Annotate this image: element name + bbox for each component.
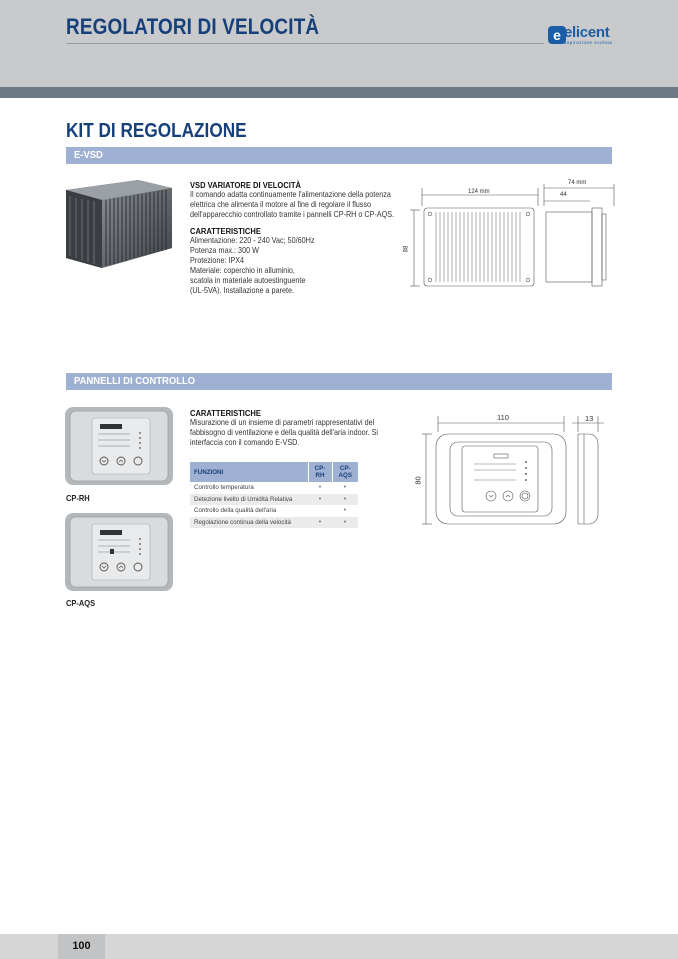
table-row — [190, 505, 358, 517]
table-cell-rh: • — [308, 517, 332, 529]
brand-logo[interactable] — [548, 24, 618, 48]
table-cell-label: Controllo temperatura — [190, 482, 308, 494]
functions-table — [190, 462, 358, 529]
cp-rh-product-image — [64, 406, 174, 486]
header-band — [0, 87, 678, 98]
evsd-description — [190, 180, 401, 296]
cp-aqs-product-image — [64, 512, 174, 592]
table-cell-label: Regolazione continua della velocità — [190, 517, 308, 529]
evsd-description-line: Il comando adatta continuamente l'alimentazione della potenza — [190, 190, 391, 199]
evsd-description-line: dell'apparecchio controllato tramite i pannelli CP-RH o CP-AQS. — [190, 210, 395, 219]
table-cell-rh — [308, 505, 332, 517]
evsd-feature: (UL-5VA). Installazione a parete. — [190, 286, 294, 295]
page-header — [0, 0, 678, 87]
page-number: 100 — [58, 934, 105, 959]
cp-aqs-caption: CP-AQS — [66, 598, 96, 608]
evsd-dim-depth: 74 mm — [568, 180, 587, 186]
logo-mark-icon: e — [548, 26, 566, 44]
logo-text: elicent — [564, 24, 610, 41]
table-cell-label: Controllo della qualità dell'aria — [190, 505, 308, 517]
panels-feature: fabbisogno di ventilazione e della qualità dell'aria indoor. Si — [190, 428, 379, 437]
panels-features-heading: CARATTERISTICHE — [190, 408, 261, 418]
section-title: KIT DI REGOLAZIONE — [66, 120, 247, 142]
table-cell-label: Detezione livello di Umidità Relativa — [190, 494, 308, 506]
table-cell-rh: • — [308, 482, 332, 494]
table-cell-aqs: • — [332, 505, 358, 517]
evsd-description-line: elettrica che alimenta il motore al fine di regolare il flusso — [190, 200, 372, 209]
table-header-funzioni: FUNZIONI — [190, 462, 308, 482]
evsd-feature: Materiale: coperchio in alluminio, — [190, 266, 295, 275]
evsd-dim-height: 88 — [403, 245, 410, 253]
evsd-features-heading: CARATTERISTICHE — [190, 226, 261, 236]
table-row — [190, 494, 358, 506]
panels-bar — [66, 373, 612, 390]
evsd-feature: scatola in materiale autoestinguente — [190, 276, 306, 285]
evsd-heading: VSD VARIATORE DI VELOCITÀ — [190, 180, 301, 190]
evsd-feature: Alimentazione: 220 - 240 Vac; 50/60Hz — [190, 236, 315, 245]
evsd-dim-width: 124 mm — [468, 189, 490, 195]
evsd-bar — [66, 147, 612, 164]
evsd-product-image — [64, 178, 176, 273]
table-cell-aqs: • — [332, 517, 358, 529]
header-rule — [66, 43, 544, 44]
logo-subtitle: aspirazione evoluta — [564, 40, 613, 45]
table-row — [190, 517, 358, 529]
table-cell-aqs: • — [332, 482, 358, 494]
panels-feature: interfaccia con il comando E-VSD. — [190, 438, 300, 447]
table-cell-rh: • — [308, 494, 332, 506]
table-header-cp-aqs: CP-AQS — [332, 462, 358, 482]
table-header-row — [190, 462, 358, 482]
panels-feature: Misurazione di un insieme di parametri rappresentativi del — [190, 418, 375, 427]
panel-dim-width: 110 — [497, 413, 509, 422]
table-row — [190, 482, 358, 494]
evsd-technical-drawing — [400, 178, 620, 294]
evsd-dim-depth-inner: 44 — [560, 192, 567, 198]
panels-bar-label: PANNELLI DI CONTROLLO — [74, 375, 196, 387]
evsd-feature: Protezione: IPX4 — [190, 256, 245, 265]
table-cell-aqs: • — [332, 494, 358, 506]
panel-technical-drawing — [412, 410, 612, 532]
cp-rh-caption: CP-RH — [66, 493, 90, 503]
panel-dim-height: 80 — [413, 476, 423, 485]
table-header-cp-rh: CP-RH — [308, 462, 332, 482]
panels-description — [190, 408, 401, 448]
evsd-bar-label: E-VSD — [74, 149, 103, 161]
page-footer — [0, 934, 678, 959]
panel-dim-depth: 13 — [585, 414, 594, 423]
header-title: REGOLATORI DI VELOCITÀ — [66, 14, 320, 39]
evsd-feature: Potenza max.: 300 W — [190, 246, 259, 255]
